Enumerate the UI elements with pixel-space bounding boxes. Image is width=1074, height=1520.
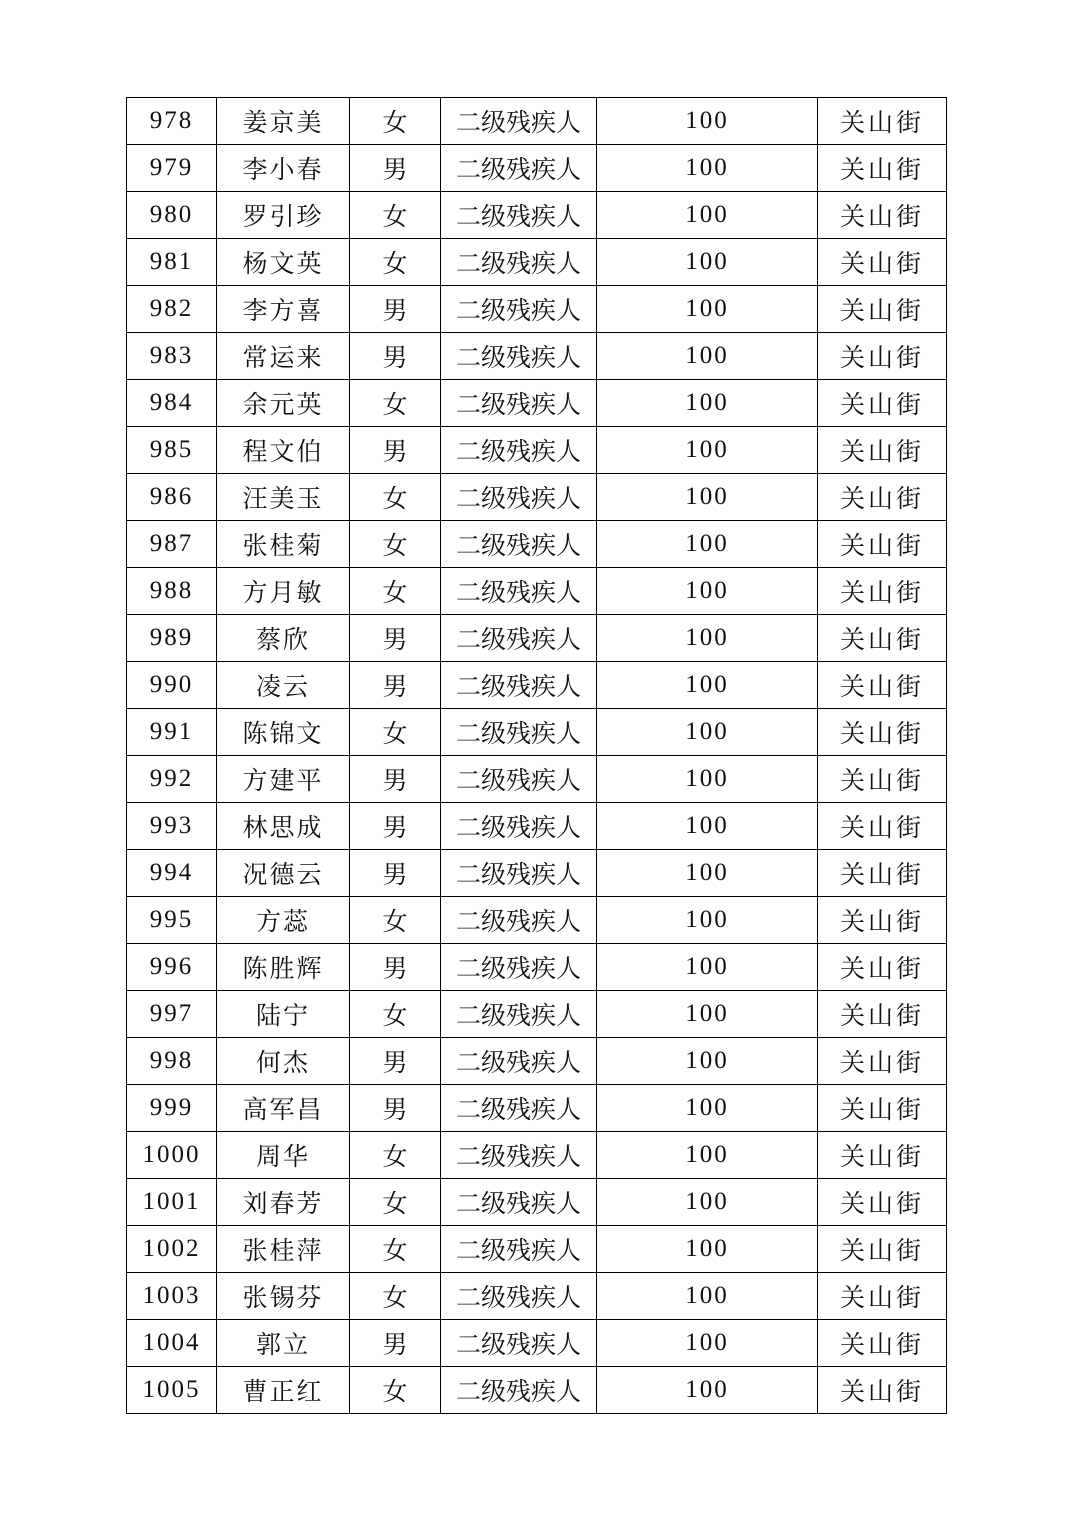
row-number-cell: 994 — [127, 850, 217, 897]
row-number-cell: 997 — [127, 991, 217, 1038]
disability-category-cell: 二级残疾人 — [441, 568, 597, 615]
table-row — [127, 145, 947, 192]
disability-category-cell: 二级残疾人 — [441, 662, 597, 709]
district-cell: 关山街 — [818, 615, 947, 662]
row-number-cell: 992 — [127, 756, 217, 803]
person-name-cell: 陈胜辉 — [217, 944, 350, 991]
row-number-cell: 986 — [127, 474, 217, 521]
district-cell: 关山街 — [818, 1038, 947, 1085]
person-name-cell: 周华 — [217, 1132, 350, 1179]
table-row — [127, 239, 947, 286]
gender-cell: 男 — [350, 615, 441, 662]
district-cell: 关山街 — [818, 521, 947, 568]
row-number-cell: 1004 — [127, 1320, 217, 1367]
person-name-cell: 方蕊 — [217, 897, 350, 944]
person-name-cell: 林思成 — [217, 803, 350, 850]
district-cell: 关山街 — [818, 944, 947, 991]
amount-cell: 100 — [597, 756, 818, 803]
disability-category-cell: 二级残疾人 — [441, 1367, 597, 1414]
district-cell: 关山街 — [818, 239, 947, 286]
person-name-cell: 姜京美 — [217, 98, 350, 145]
gender-cell: 女 — [350, 1132, 441, 1179]
roster-table-body — [127, 98, 947, 1414]
disability-category-cell: 二级残疾人 — [441, 1132, 597, 1179]
table-row — [127, 1085, 947, 1132]
disability-category-cell: 二级残疾人 — [441, 474, 597, 521]
gender-cell: 女 — [350, 239, 441, 286]
district-cell: 关山街 — [818, 145, 947, 192]
person-name-cell: 罗引珍 — [217, 192, 350, 239]
district-cell: 关山街 — [818, 1179, 947, 1226]
row-number-cell: 998 — [127, 1038, 217, 1085]
disability-category-cell: 二级残疾人 — [441, 239, 597, 286]
person-name-cell: 凌云 — [217, 662, 350, 709]
gender-cell: 男 — [350, 286, 441, 333]
disability-category-cell: 二级残疾人 — [441, 521, 597, 568]
disability-category-cell: 二级残疾人 — [441, 756, 597, 803]
amount-cell: 100 — [597, 98, 818, 145]
table-row — [127, 709, 947, 756]
amount-cell: 100 — [597, 521, 818, 568]
row-number-cell: 979 — [127, 145, 217, 192]
table-row — [127, 991, 947, 1038]
table-row — [127, 521, 947, 568]
amount-cell: 100 — [597, 709, 818, 756]
disability-category-cell: 二级残疾人 — [441, 850, 597, 897]
gender-cell: 女 — [350, 98, 441, 145]
amount-cell: 100 — [597, 1038, 818, 1085]
gender-cell: 女 — [350, 897, 441, 944]
person-name-cell: 方建平 — [217, 756, 350, 803]
amount-cell: 100 — [597, 850, 818, 897]
amount-cell: 100 — [597, 662, 818, 709]
person-name-cell: 张锡芬 — [217, 1273, 350, 1320]
table-row — [127, 474, 947, 521]
person-name-cell: 李小春 — [217, 145, 350, 192]
row-number-cell: 987 — [127, 521, 217, 568]
row-number-cell: 999 — [127, 1085, 217, 1132]
disability-category-cell: 二级残疾人 — [441, 709, 597, 756]
district-cell: 关山街 — [818, 1132, 947, 1179]
gender-cell: 女 — [350, 1179, 441, 1226]
row-number-cell: 1000 — [127, 1132, 217, 1179]
gender-cell: 女 — [350, 192, 441, 239]
table-row — [127, 1367, 947, 1414]
amount-cell: 100 — [597, 192, 818, 239]
table-row — [127, 850, 947, 897]
disability-category-cell: 二级残疾人 — [441, 1320, 597, 1367]
district-cell: 关山街 — [818, 850, 947, 897]
gender-cell: 男 — [350, 803, 441, 850]
disability-category-cell: 二级残疾人 — [441, 615, 597, 662]
district-cell: 关山街 — [818, 1226, 947, 1273]
amount-cell: 100 — [597, 333, 818, 380]
disability-category-cell: 二级残疾人 — [441, 333, 597, 380]
person-name-cell: 张桂萍 — [217, 1226, 350, 1273]
district-cell: 关山街 — [818, 1320, 947, 1367]
row-number-cell: 980 — [127, 192, 217, 239]
row-number-cell: 996 — [127, 944, 217, 991]
district-cell: 关山街 — [818, 756, 947, 803]
gender-cell: 女 — [350, 474, 441, 521]
table-row — [127, 427, 947, 474]
gender-cell: 男 — [350, 1038, 441, 1085]
table-row — [127, 333, 947, 380]
row-number-cell: 995 — [127, 897, 217, 944]
person-name-cell: 程文伯 — [217, 427, 350, 474]
amount-cell: 100 — [597, 1179, 818, 1226]
disability-category-cell: 二级残疾人 — [441, 286, 597, 333]
gender-cell: 男 — [350, 944, 441, 991]
amount-cell: 100 — [597, 991, 818, 1038]
table-row — [127, 568, 947, 615]
gender-cell: 女 — [350, 380, 441, 427]
table-row — [127, 662, 947, 709]
person-name-cell: 杨文英 — [217, 239, 350, 286]
gender-cell: 男 — [350, 427, 441, 474]
person-name-cell: 余元英 — [217, 380, 350, 427]
district-cell: 关山街 — [818, 991, 947, 1038]
amount-cell: 100 — [597, 1132, 818, 1179]
roster-table — [126, 97, 947, 1414]
amount-cell: 100 — [597, 568, 818, 615]
row-number-cell: 985 — [127, 427, 217, 474]
table-row — [127, 380, 947, 427]
row-number-cell: 988 — [127, 568, 217, 615]
district-cell: 关山街 — [818, 1367, 947, 1414]
amount-cell: 100 — [597, 1320, 818, 1367]
person-name-cell: 何杰 — [217, 1038, 350, 1085]
table-row — [127, 286, 947, 333]
person-name-cell: 李方喜 — [217, 286, 350, 333]
gender-cell: 女 — [350, 521, 441, 568]
district-cell: 关山街 — [818, 427, 947, 474]
person-name-cell: 刘春芳 — [217, 1179, 350, 1226]
row-number-cell: 981 — [127, 239, 217, 286]
gender-cell: 男 — [350, 1085, 441, 1132]
person-name-cell: 张桂菊 — [217, 521, 350, 568]
district-cell: 关山街 — [818, 1085, 947, 1132]
amount-cell: 100 — [597, 286, 818, 333]
disability-category-cell: 二级残疾人 — [441, 427, 597, 474]
row-number-cell: 1005 — [127, 1367, 217, 1414]
gender-cell: 男 — [350, 850, 441, 897]
table-row — [127, 897, 947, 944]
gender-cell: 男 — [350, 145, 441, 192]
amount-cell: 100 — [597, 1367, 818, 1414]
district-cell: 关山街 — [818, 1273, 947, 1320]
row-number-cell: 978 — [127, 98, 217, 145]
amount-cell: 100 — [597, 897, 818, 944]
person-name-cell: 常运来 — [217, 333, 350, 380]
disability-category-cell: 二级残疾人 — [441, 1226, 597, 1273]
disability-category-cell: 二级残疾人 — [441, 145, 597, 192]
table-row — [127, 1320, 947, 1367]
row-number-cell: 1003 — [127, 1273, 217, 1320]
row-number-cell: 990 — [127, 662, 217, 709]
amount-cell: 100 — [597, 944, 818, 991]
gender-cell: 男 — [350, 1320, 441, 1367]
row-number-cell: 993 — [127, 803, 217, 850]
row-number-cell: 991 — [127, 709, 217, 756]
row-number-cell: 983 — [127, 333, 217, 380]
district-cell: 关山街 — [818, 98, 947, 145]
amount-cell: 100 — [597, 474, 818, 521]
disability-category-cell: 二级残疾人 — [441, 1038, 597, 1085]
gender-cell: 女 — [350, 568, 441, 615]
district-cell: 关山街 — [818, 662, 947, 709]
person-name-cell: 陈锦文 — [217, 709, 350, 756]
person-name-cell: 蔡欣 — [217, 615, 350, 662]
table-row — [127, 944, 947, 991]
amount-cell: 100 — [597, 427, 818, 474]
gender-cell: 女 — [350, 1226, 441, 1273]
row-number-cell: 984 — [127, 380, 217, 427]
table-row — [127, 615, 947, 662]
disability-category-cell: 二级残疾人 — [441, 991, 597, 1038]
gender-cell: 男 — [350, 333, 441, 380]
person-name-cell: 汪美玉 — [217, 474, 350, 521]
row-number-cell: 1001 — [127, 1179, 217, 1226]
disability-category-cell: 二级残疾人 — [441, 1273, 597, 1320]
amount-cell: 100 — [597, 239, 818, 286]
person-name-cell: 郭立 — [217, 1320, 350, 1367]
table-row — [127, 756, 947, 803]
gender-cell: 男 — [350, 662, 441, 709]
disability-category-cell: 二级残疾人 — [441, 380, 597, 427]
person-name-cell: 曹正红 — [217, 1367, 350, 1414]
gender-cell: 女 — [350, 709, 441, 756]
amount-cell: 100 — [597, 380, 818, 427]
disability-category-cell: 二级残疾人 — [441, 1085, 597, 1132]
person-name-cell: 方月敏 — [217, 568, 350, 615]
gender-cell: 女 — [350, 991, 441, 1038]
district-cell: 关山街 — [818, 380, 947, 427]
amount-cell: 100 — [597, 615, 818, 662]
gender-cell: 女 — [350, 1273, 441, 1320]
person-name-cell: 陆宁 — [217, 991, 350, 1038]
disability-category-cell: 二级残疾人 — [441, 98, 597, 145]
disability-category-cell: 二级残疾人 — [441, 897, 597, 944]
amount-cell: 100 — [597, 145, 818, 192]
row-number-cell: 989 — [127, 615, 217, 662]
table-row — [127, 803, 947, 850]
amount-cell: 100 — [597, 1226, 818, 1273]
district-cell: 关山街 — [818, 286, 947, 333]
district-cell: 关山街 — [818, 192, 947, 239]
gender-cell: 女 — [350, 1367, 441, 1414]
disability-category-cell: 二级残疾人 — [441, 1179, 597, 1226]
gender-cell: 男 — [350, 756, 441, 803]
amount-cell: 100 — [597, 803, 818, 850]
district-cell: 关山街 — [818, 474, 947, 521]
district-cell: 关山街 — [818, 897, 947, 944]
district-cell: 关山街 — [818, 803, 947, 850]
person-name-cell: 况德云 — [217, 850, 350, 897]
table-row — [127, 192, 947, 239]
disability-category-cell: 二级残疾人 — [441, 192, 597, 239]
amount-cell: 100 — [597, 1273, 818, 1320]
row-number-cell: 1002 — [127, 1226, 217, 1273]
disability-category-cell: 二级残疾人 — [441, 803, 597, 850]
district-cell: 关山街 — [818, 568, 947, 615]
amount-cell: 100 — [597, 1085, 818, 1132]
person-name-cell: 高军昌 — [217, 1085, 350, 1132]
table-row — [127, 1179, 947, 1226]
table-row — [127, 1038, 947, 1085]
table-row — [127, 1132, 947, 1179]
district-cell: 关山街 — [818, 333, 947, 380]
disability-category-cell: 二级残疾人 — [441, 944, 597, 991]
table-row — [127, 98, 947, 145]
table-row — [127, 1226, 947, 1273]
table-row — [127, 1273, 947, 1320]
row-number-cell: 982 — [127, 286, 217, 333]
district-cell: 关山街 — [818, 709, 947, 756]
